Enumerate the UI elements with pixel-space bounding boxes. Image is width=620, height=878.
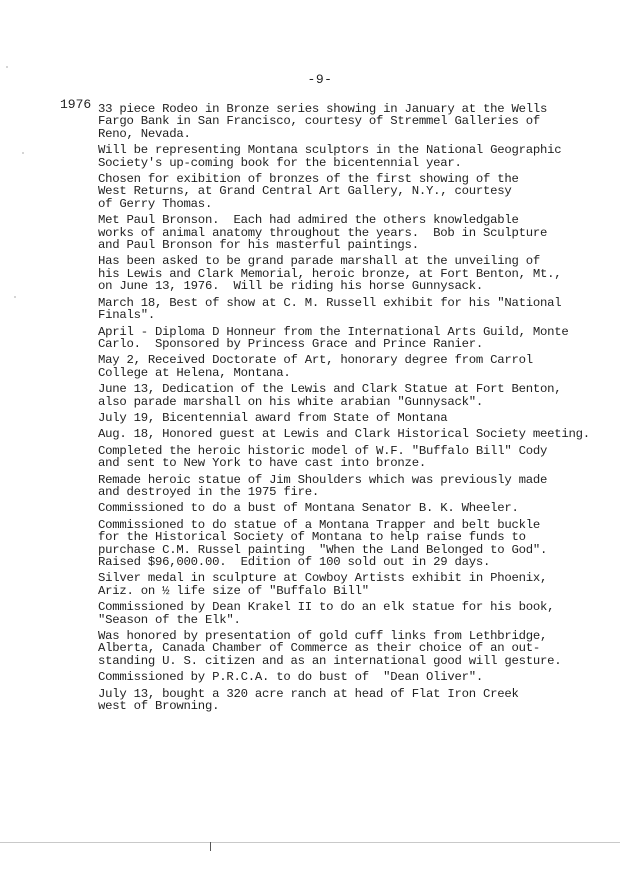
chronology-entries bbox=[98, 103, 616, 716]
entry-dean-oliver-bust: Commissioned by P.R.C.A. to do bust of "Dean Oliver". bbox=[98, 670, 483, 685]
scan-speck bbox=[22, 152, 24, 154]
entry-silver-medal: Silver medal in sculpture at Cowboy Artists exhibit in Phoenix, Ariz. on ½ life size of "Buffalo Bill" bbox=[98, 571, 548, 598]
entry-doctorate-of-art: May 2, Received Doctorate of Art, honorary degree from Carrol College at Helena, Montana. bbox=[98, 353, 533, 380]
entry-bicentennial-award: July 19, Bicentennial award from State of Montana bbox=[98, 410, 448, 425]
year-heading: 1976 bbox=[60, 97, 92, 112]
entry-elk-statue: Commissioned by Dean Krakel II to do an elk statue for his book, "Season of the Elk". bbox=[98, 600, 555, 627]
entry-grand-parade-marshall: Has been asked to be grand parade marshall at the unveiling of his Lewis and Clark Memorial, heroic bronze, at Fort Benton, Mt., on June 13, 1976. Will be riding his horse Gunnysack. bbox=[98, 254, 562, 294]
entry-gold-cuff-links: Was honored by presentation of gold cuff links from Lethbridge, Alberta, Canada Chamber of Commerce as their choice of an out- standing U. S. citizen and as an international good will gesture. bbox=[98, 629, 562, 668]
entry-national-geographic: Will be representing Montana sculptors in the National Geographic Society's up-coming book for the bicentennial year. bbox=[98, 143, 562, 170]
entry-wheeler-bust: Commissioned to do a bust of Montana Senator B. K. Wheeler. bbox=[98, 501, 519, 516]
entry-statue-dedication: June 13, Dedication of the Lewis and Clark Statue at Fort Benton, also parade marshall on his white arabian "Gunnysack". bbox=[98, 382, 562, 409]
entry-ranch-purchase: July 13, bought a 320 acre ranch at head of Flat Iron Creek west of Browning. bbox=[98, 686, 519, 714]
entry-buffalo-bill-model: Completed the heroic historic model of W.F. "Buffalo Bill" Cody and sent to New York to have cast into bronze. bbox=[98, 443, 548, 471]
entry-met-paul-bronson: Met Paul Bronson. Each had admired the others knowledgable works of animal anatomy throughout the years. Bob in Sculpture and Paul Bronson for his masterful paintings. bbox=[98, 213, 548, 253]
page-number: -9- bbox=[307, 72, 333, 87]
entry-honored-guest: Aug. 18, Honored guest at Lewis and Clark Historical Society meeting. bbox=[98, 427, 590, 442]
scan-speck bbox=[6, 66, 8, 68]
scan-speck bbox=[14, 296, 16, 298]
scan-edge-line bbox=[0, 842, 620, 843]
entry-montana-trapper: Commissioned to do statue of a Montana Trapper and belt buckle for the Historical Society of Montana to help raise funds to purchase C.M. Russel painting "When the Land Belonged to God". Raised $96,000.00. Edition of 100 sold out in 29 days. bbox=[98, 517, 548, 569]
entry-jim-shoulders-statue: Remade heroic statue of Jim Shoulders which was previously made and destroyed in the 1975 fire. bbox=[98, 472, 548, 499]
entry-west-returns-exhibition: Chosen for exibition of bronzes of the first showing of the West Returns, at Grand Central Art Gallery, N.Y., courtesy of Gerry Thomas. bbox=[98, 172, 519, 211]
entry-rodeo-bronze-series: 33 piece Rodeo in Bronze series showing in January at the Wells Fargo Bank in San Francisco, courtesy of Stremmel Galleries of Reno, Nevada. bbox=[98, 102, 548, 141]
entry-diploma-d-honneur: April - Diploma D Honneur from the International Arts Guild, Monte Carlo. Sponsored by Princess Grace and Prince Ranier. bbox=[98, 324, 569, 351]
entry-best-of-show: March 18, Best of show at C. M. Russell exhibit for his "National Finals". bbox=[98, 295, 562, 323]
scan-edge-tick bbox=[210, 842, 211, 851]
